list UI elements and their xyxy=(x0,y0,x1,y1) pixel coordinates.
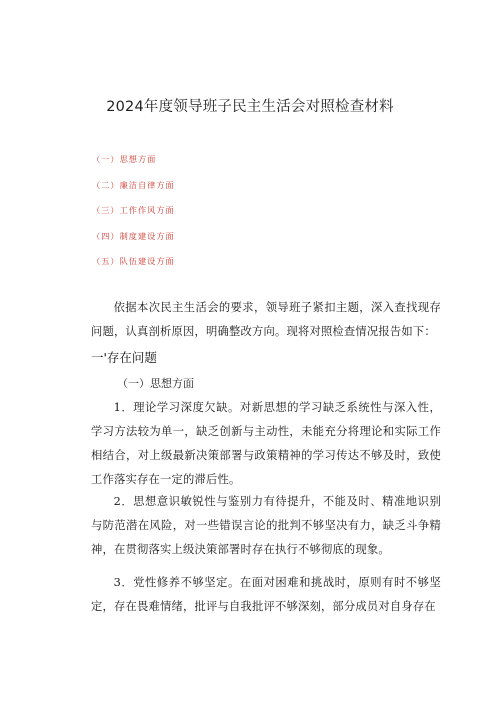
section-heading: 一'存在问题 xyxy=(91,350,157,365)
document-title: 2024年度领导班子民主生活会对照检查材料 xyxy=(106,99,394,115)
body-paragraph: 1．理论学习深度欠缺。对新思想的学习缺乏系统性与深入性，学习方法较为单一，缺乏创新与主动性，未能充分将理论和实际工作相结合，对上级最新决策部署与政策精神的学习传达不够及时，致使工作落实存在一定的滞后性。 xyxy=(91,401,441,486)
toc-item[interactable]: （五）队伍建设方面 xyxy=(92,256,175,266)
body-paragraph: 3．党性修养不够坚定。在面对困难和挑战时，原则有时不够坚定，存在畏难情绪，批评与自我批评不够深刻，部分成员对自身存在 xyxy=(91,576,441,613)
toc-item[interactable]: （三）工作作风方面 xyxy=(92,205,175,215)
toc-item[interactable]: （四）制度建设方面 xyxy=(92,230,175,241)
subsection-heading: （一）思想方面 xyxy=(117,377,194,390)
table-of-contents xyxy=(92,152,175,280)
body-paragraph: 2．思想意识敏锐性与鉴别力有待提升，不能及时、精准地识别与防范潜在风险，对一些错误言论的批判不够坚决有力，缺乏斗争精神，在贯彻落实上级決策部署时存在执行不够彻底的现象。 xyxy=(91,495,441,556)
toc-item[interactable]: （二）廉洁自律方面 xyxy=(92,179,175,190)
intro-paragraph: 依据本次民主生活会的要求，领导班子紧扣主题，深入查找现存问题，认真剖析原因，明确整改方向。现将对照检查情况报告如下： xyxy=(91,301,441,338)
toc-item[interactable]: （一）思想方面 xyxy=(92,154,157,164)
